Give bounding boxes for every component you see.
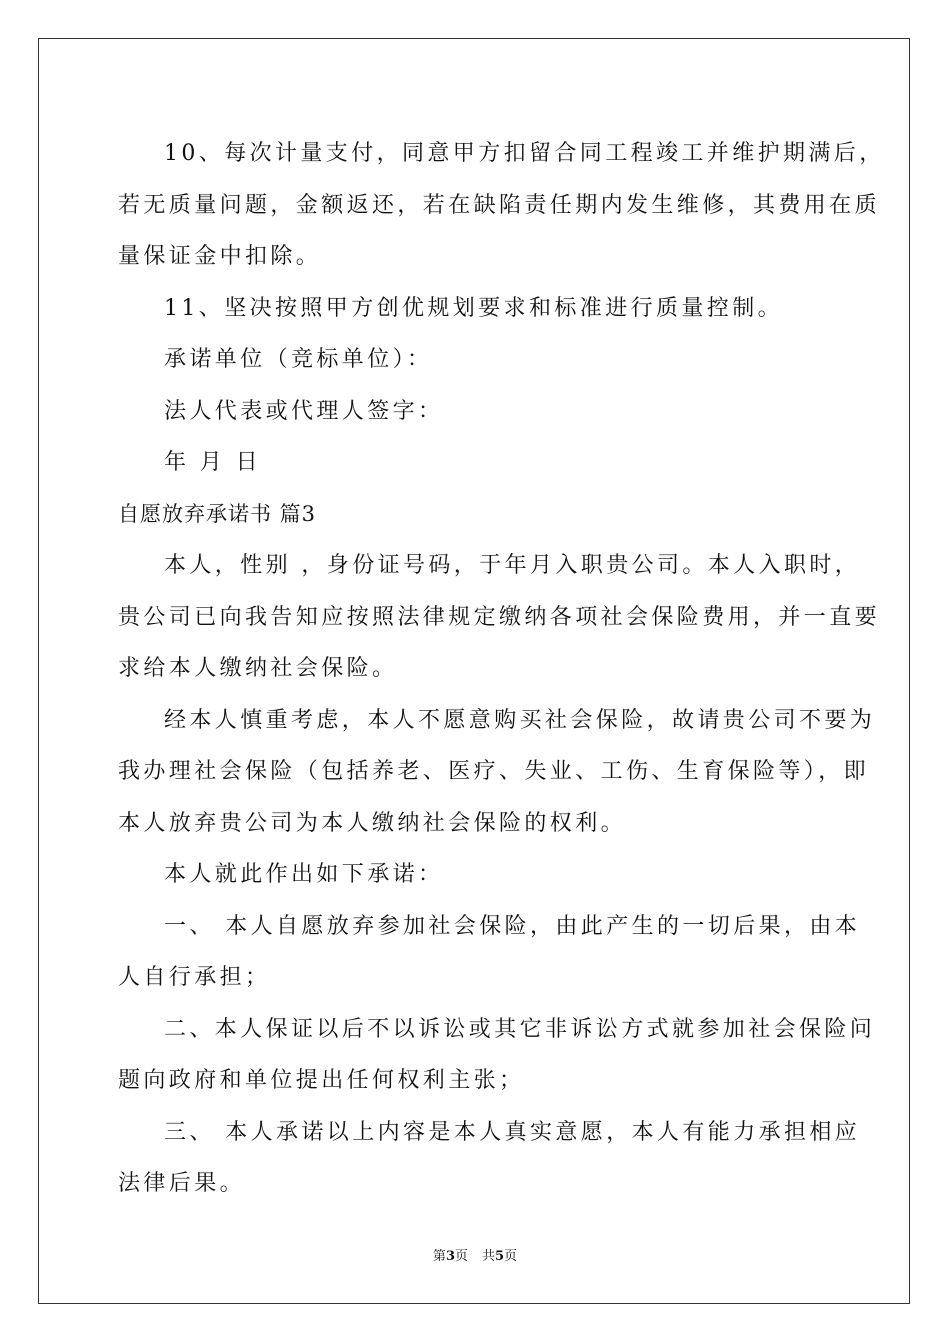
footer-total-prefix: 共 — [482, 1249, 496, 1264]
text-line: 三、 本人承诺以上内容是本人真实意愿，本人有能力承担相应 — [164, 1119, 861, 1145]
text-line: 11、坚决按照甲方创优规划要求和标准进行质量控制。 — [164, 295, 783, 321]
section-heading: 自愿放弃承诺书 篇3 — [118, 501, 317, 526]
text-line: 经本人慎重考虑，本人不愿意购买社会保险，故请贵公司不要为 — [164, 707, 876, 733]
text-line: 本人就此作出如下承诺： — [164, 862, 444, 887]
text-line: 我办理社会保险（包括养老、医疗、失业、工伤、生育保险等），即 — [118, 759, 870, 784]
text-line: 若无质量问题，金额返还，若在缺陷责任期内发生维修，其费用在质 — [118, 192, 881, 218]
text-line: 一、 本人自愿放弃参加社会保险，由此产生的一切后果，由本 — [164, 913, 861, 939]
text-line: 承诺单位（竞标单位）： — [164, 347, 433, 372]
footer-total-suffix: 页 — [504, 1249, 518, 1264]
text-line: 题向政府和单位提出任何权利主张； — [118, 1068, 525, 1093]
text-line: 法律后果。 — [118, 1171, 246, 1196]
footer-page-suffix: 页 — [454, 1249, 468, 1264]
text-line: 10、每次计量支付，同意甲方扣留合同工程竣工并维护期满后， — [164, 141, 885, 166]
text-line: 本人放弃贵公司为本人缴纳社会保险的权利。 — [118, 810, 627, 836]
text-line: 求给本人缴纳社会保险。 — [118, 656, 398, 681]
text-line: 量保证金中扣除。 — [118, 244, 322, 269]
page-footer — [0, 1245, 950, 1264]
text-line: 年 月 日 — [164, 450, 261, 475]
text-line: 贵公司已向我告知应按照法律规定缴纳各项社会保险费用，并一直要 — [118, 604, 881, 630]
text-line: 人自行承担； — [118, 965, 271, 990]
text-line: 二、本人保证以后不以诉讼或其它非诉讼方式就参加社会保险问 — [164, 1016, 876, 1042]
footer-page-total: 5 — [495, 1249, 505, 1264]
text-line: 法人代表或代理人签字： — [164, 398, 444, 424]
footer-page-prefix: 第 — [432, 1249, 446, 1264]
footer-page-current: 3 — [445, 1249, 455, 1264]
text-line: 本人，性别 ，身份证号码，于年月入职贵公司。本人入职时， — [164, 553, 861, 578]
document-body — [118, 128, 885, 1210]
